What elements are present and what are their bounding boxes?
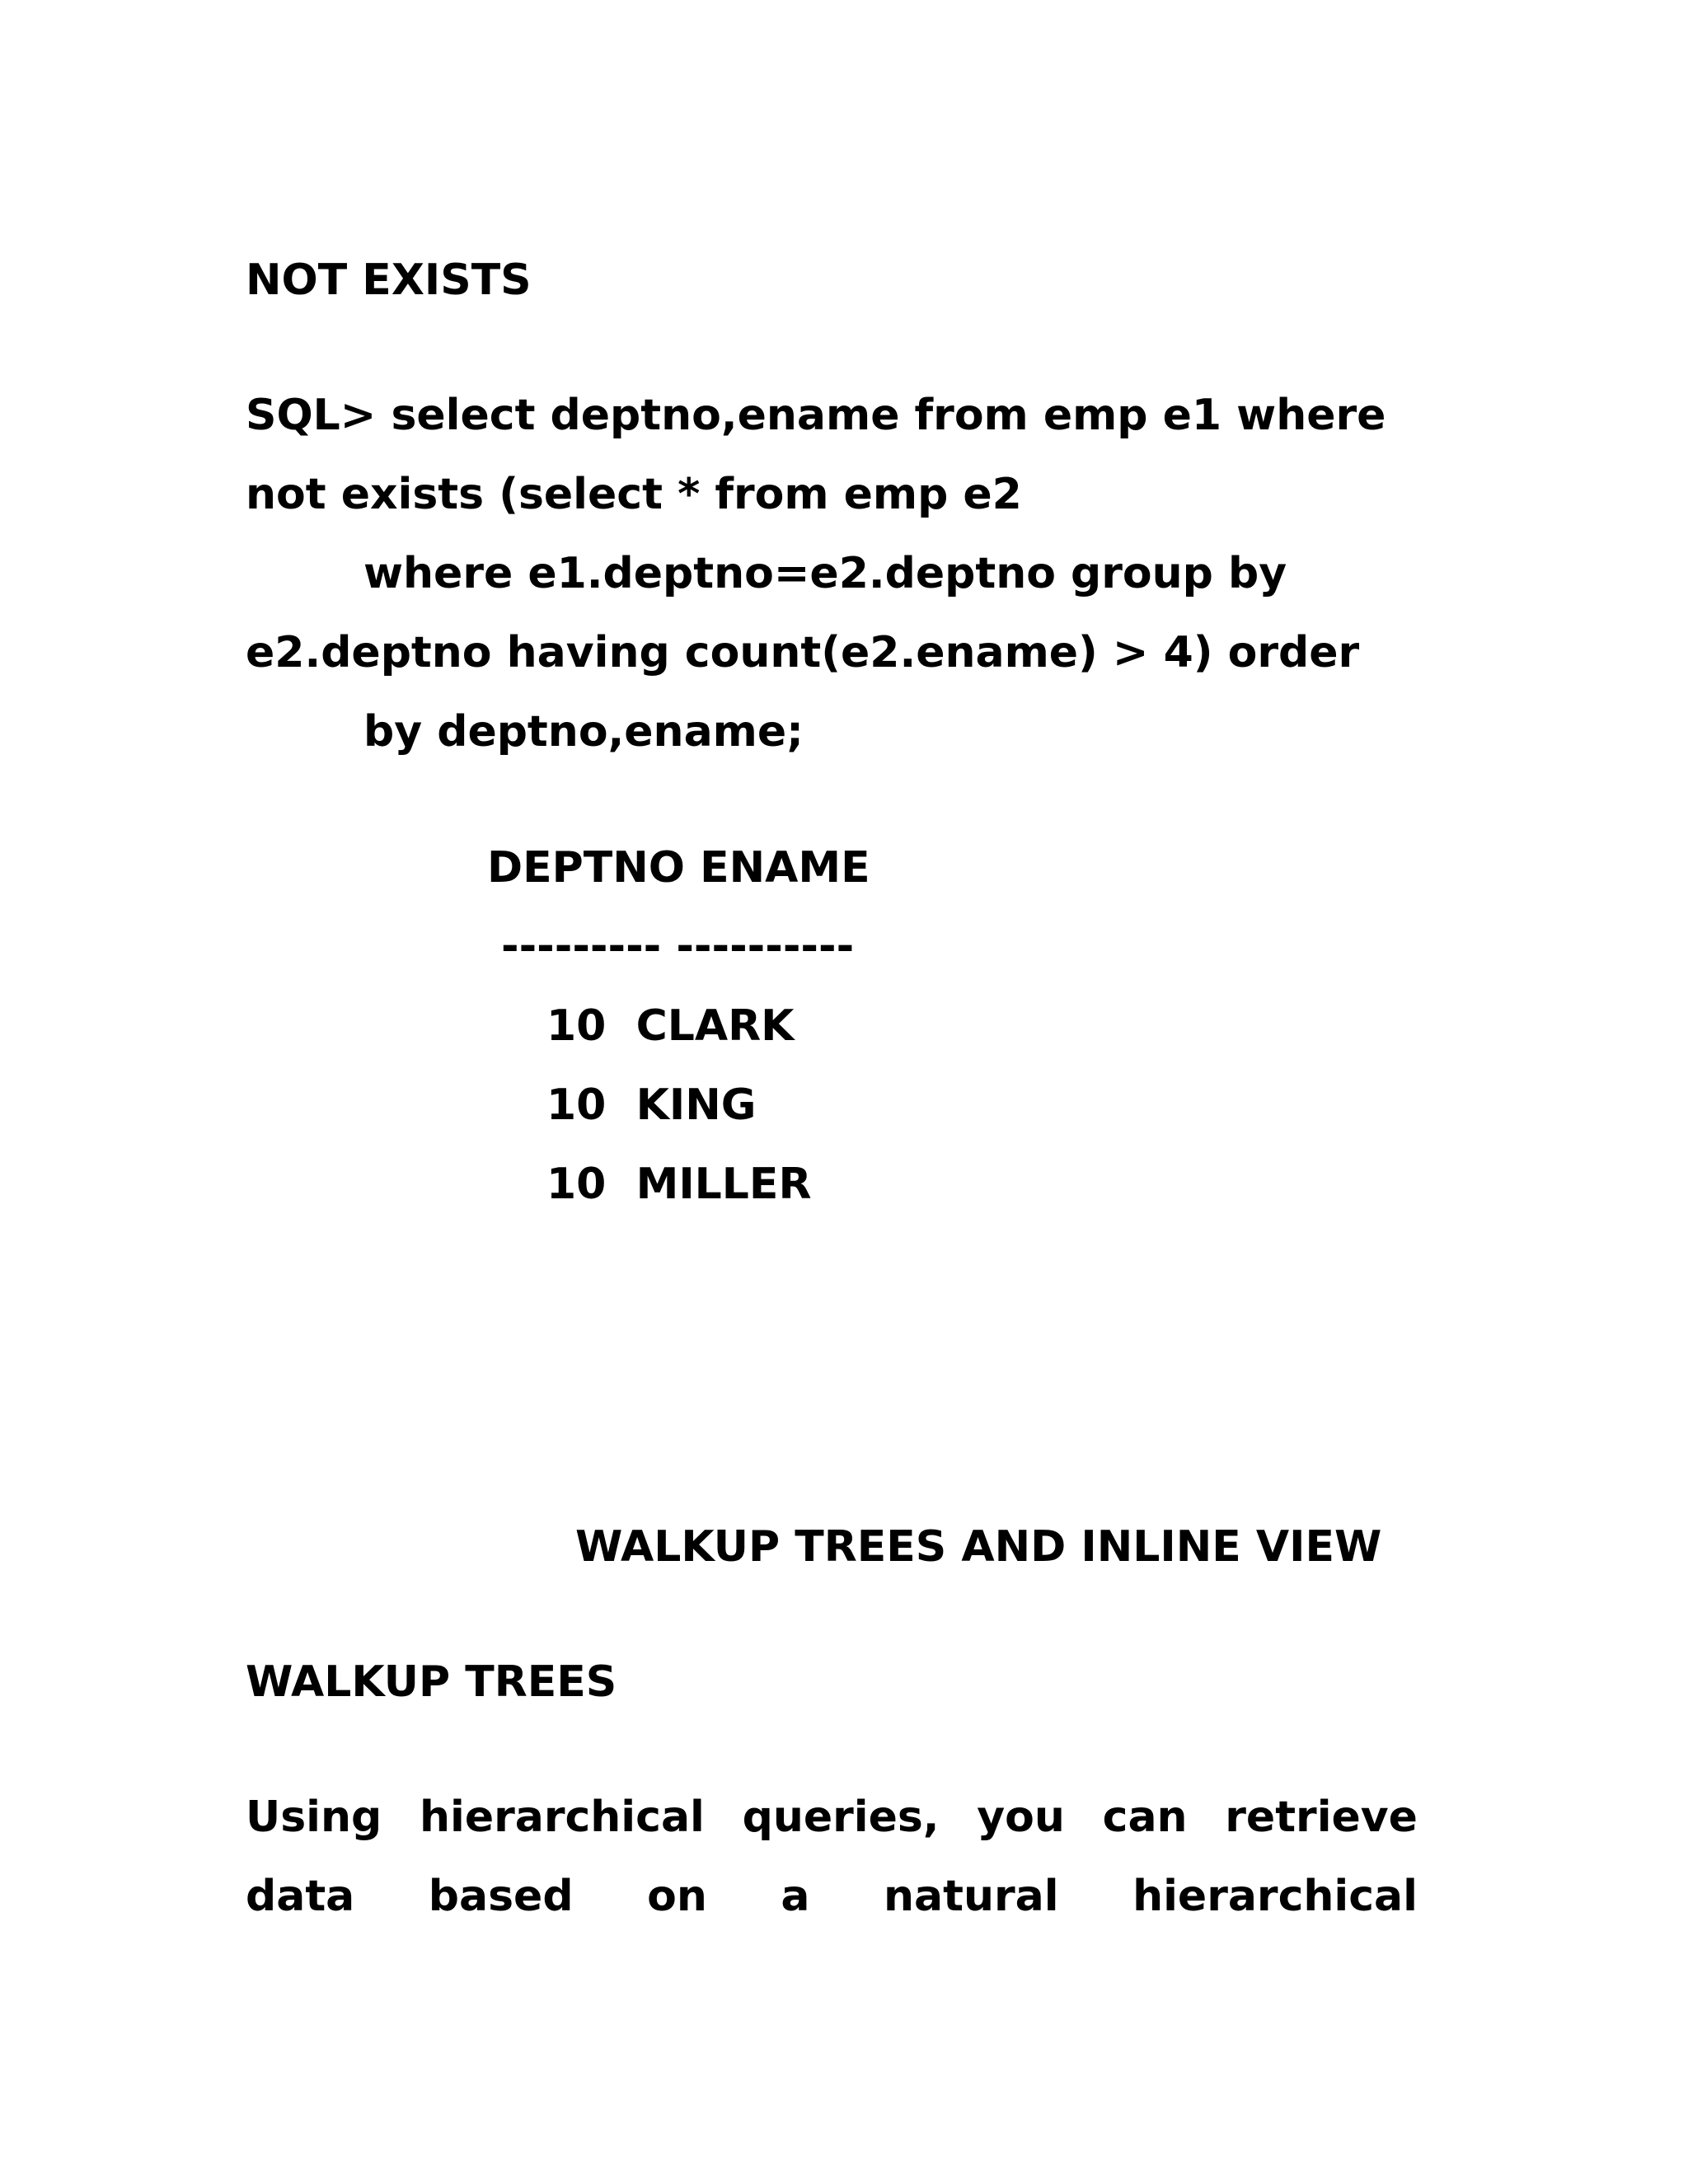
- sql-line: by deptno,ename;: [363, 707, 804, 757]
- word: can: [1102, 1793, 1188, 1842]
- word: hierarchical: [419, 1793, 705, 1842]
- paragraph-line: [246, 1793, 1418, 1842]
- result-header: DEPTNO ENAME: [487, 843, 870, 893]
- section-heading: NOT EXISTS: [246, 255, 532, 305]
- word: on: [647, 1872, 707, 1921]
- word: hierarchical: [1132, 1872, 1418, 1921]
- paragraph-line: [246, 1872, 1418, 1921]
- word: data: [246, 1872, 355, 1921]
- sql-line: e2.deptno having count(e2.ename) > 4) order: [246, 628, 1360, 677]
- subsection-heading: WALKUP TREES: [246, 1657, 617, 1707]
- result-row: 10 KING: [546, 1080, 757, 1130]
- word: Using: [246, 1793, 382, 1842]
- word: a: [781, 1872, 810, 1921]
- word: retrieve: [1225, 1793, 1418, 1842]
- result-row: 10 CLARK: [546, 1001, 795, 1051]
- word: based: [428, 1872, 574, 1921]
- sql-line: SQL> select deptno,ename from emp e1 where: [246, 391, 1386, 440]
- result-separator: --------- ----------: [501, 921, 855, 971]
- word: queries,: [742, 1793, 940, 1842]
- word: you: [977, 1793, 1065, 1842]
- sql-line: not exists (select * from emp e2: [246, 470, 1022, 519]
- result-row: 10 MILLER: [546, 1160, 812, 1209]
- sql-line: where e1.deptno=e2.deptno group by: [363, 549, 1287, 598]
- chapter-title: WALKUP TREES AND INLINE VIEW: [575, 1522, 1382, 1572]
- word: natural: [884, 1872, 1059, 1921]
